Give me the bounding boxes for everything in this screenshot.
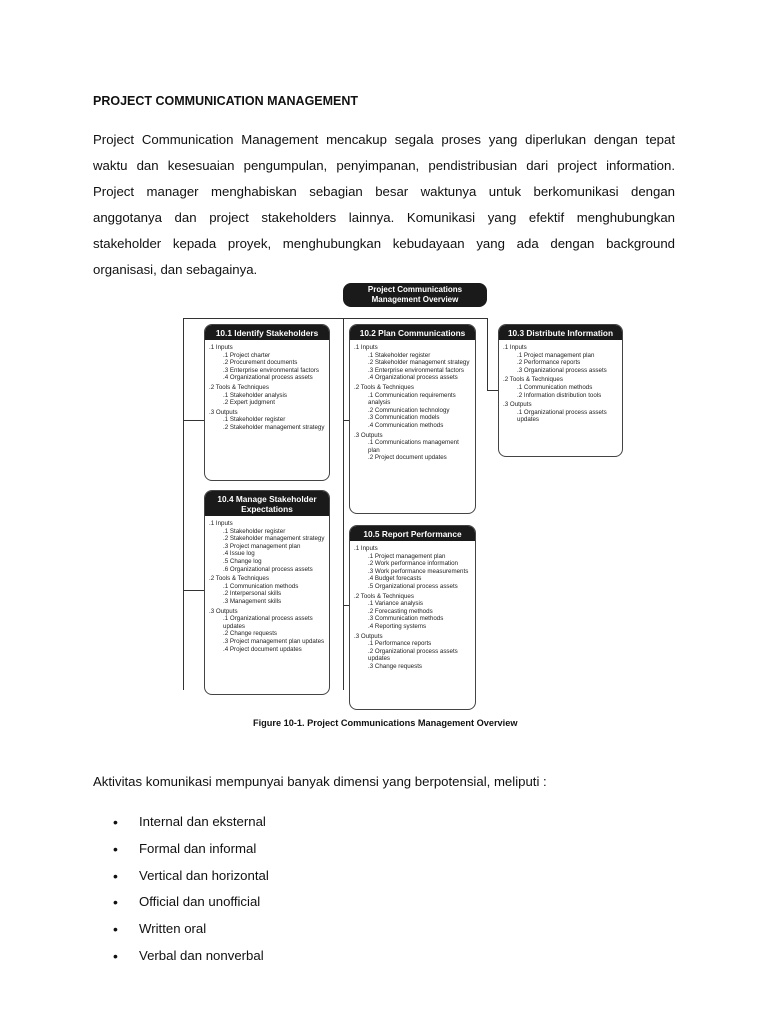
section-item: .3 Organizational process assets bbox=[517, 366, 607, 374]
section-heading: .1 Inputs bbox=[209, 344, 233, 351]
list-item bbox=[113, 866, 269, 893]
section-item: .4 Organizational process assets bbox=[368, 374, 458, 382]
process-box-report-performance bbox=[349, 525, 476, 710]
section-item: .1 Organizational process assets updates bbox=[223, 615, 313, 630]
process-section bbox=[354, 432, 471, 462]
process-box-title: 10.2 Plan Communications bbox=[350, 325, 475, 340]
section-item: .1 Communication methods bbox=[517, 383, 593, 391]
section-item: .3 Project management plan bbox=[223, 542, 301, 550]
section-heading: .2 Tools & Techniques bbox=[503, 376, 563, 384]
section-item: .1 Stakeholder register bbox=[368, 351, 431, 359]
section-heading: .2 Tools & Techniques bbox=[209, 383, 269, 391]
connector-line bbox=[183, 318, 184, 690]
section-item: .2 Information distribution tools bbox=[517, 391, 602, 399]
list-item-text: Verbal dan nonverbal bbox=[139, 947, 264, 963]
section-item: .2 Stakeholder management strategy bbox=[368, 359, 470, 367]
list-item bbox=[113, 839, 269, 866]
process-section bbox=[209, 409, 325, 432]
section-item: .3 Communication models bbox=[368, 414, 440, 422]
section-item: .2 Stakeholder management strategy bbox=[223, 535, 325, 543]
section-item: .2 Work performance information bbox=[368, 560, 458, 568]
section-item: .2 Project document updates bbox=[368, 454, 447, 462]
process-box-identify-stakeholders bbox=[204, 324, 330, 481]
overview-title-box: Project Communications Management Overview bbox=[343, 283, 487, 307]
section-heading: .1 Inputs bbox=[354, 344, 378, 351]
section-item: .3 Project management plan updates bbox=[223, 637, 325, 645]
section-item: .2 Interpersonal skills bbox=[223, 590, 282, 598]
bullet-icon: • bbox=[113, 947, 118, 964]
process-section bbox=[503, 376, 618, 399]
section-item: .6 Organizational process assets bbox=[223, 565, 313, 573]
section-item: .2 Change requests bbox=[223, 630, 278, 638]
section-item: .2 Communication technology bbox=[368, 406, 450, 414]
process-section bbox=[209, 608, 325, 654]
section-item: .3 Work performance measurements bbox=[368, 567, 469, 575]
process-box-manage-stakeholder-expectations bbox=[204, 490, 330, 695]
list-item bbox=[113, 919, 269, 946]
list-item bbox=[113, 946, 269, 973]
section-item: .1 Performance reports bbox=[368, 640, 432, 648]
process-section bbox=[503, 401, 618, 424]
process-section bbox=[209, 384, 325, 407]
section-item: .2 Stakeholder management strategy bbox=[223, 423, 325, 431]
process-box-body bbox=[205, 340, 329, 436]
section-item: .4 Organizational process assets bbox=[223, 374, 313, 382]
process-section bbox=[209, 344, 325, 382]
process-section bbox=[354, 344, 471, 382]
section-item: .4 Communication methods bbox=[368, 421, 444, 429]
section-heading: .1 Inputs bbox=[354, 545, 378, 552]
process-section bbox=[354, 633, 471, 671]
section-heading: .3 Outputs bbox=[209, 408, 238, 416]
intro-paragraph: Project Communication Management mencakup segala proses yang diperlukan dengan tepat waktu dan kesesuaian pengumpulan, penyimpanan, pendistribusian dari project information. Project manager menghabiskan sebagian besar waktunya untuk berkomunikasi dengan anggotanya dan project stakeholders lainnya. Komunikasi yang efektif menghubungkan stakeholder kepada proyek, menghubungkan kebudayaan yang ada dengan background organisasi, dan sebagainya. bbox=[93, 132, 675, 277]
connector-line bbox=[487, 390, 498, 391]
section-item: .2 Procurement documents bbox=[223, 359, 298, 367]
section-item: .2 Forecasting methods bbox=[368, 607, 433, 615]
section-item: .4 Reporting systems bbox=[368, 622, 427, 630]
section-item: .2 Expert judgment bbox=[223, 399, 275, 407]
section-heading: .3 Outputs bbox=[209, 607, 238, 615]
section-item: .3 Communication methods bbox=[368, 615, 444, 623]
section-item: .1 Communications management plan bbox=[368, 439, 459, 454]
section-heading: .3 Outputs bbox=[354, 632, 383, 640]
process-box-distribute-information bbox=[498, 324, 623, 457]
section-item: .1 Communication requirements analysis bbox=[368, 391, 456, 407]
process-box-body bbox=[205, 516, 329, 657]
list-item bbox=[113, 812, 269, 839]
process-box-title: 10.1 Identify Stakeholders bbox=[205, 325, 329, 340]
list-item-text: Official dan unofficial bbox=[139, 894, 261, 910]
process-section bbox=[354, 384, 471, 430]
process-box-title: 10.4 Manage Stakeholder Expectations bbox=[205, 491, 329, 516]
connector-line bbox=[487, 318, 488, 390]
section-item: .4 Project document updates bbox=[223, 645, 302, 653]
section-item: .4 Issue log bbox=[223, 550, 255, 558]
section-item: .1 Stakeholder register bbox=[223, 416, 286, 424]
bullet-icon: • bbox=[113, 867, 118, 884]
section-heading: .2 Tools & Techniques bbox=[354, 592, 414, 600]
section-heading: .1 Inputs bbox=[209, 520, 233, 527]
section-heading: .3 Outputs bbox=[354, 431, 383, 439]
list-item-text: Vertical dan horizontal bbox=[139, 867, 269, 883]
figure-caption: Figure 10-1. Project Communications Management Overview bbox=[253, 718, 518, 728]
process-box-plan-communications bbox=[349, 324, 476, 514]
section-item: .1 Project charter bbox=[223, 351, 271, 359]
process-box-body bbox=[499, 340, 622, 428]
process-section bbox=[503, 344, 618, 374]
section-item: .3 Change requests bbox=[368, 662, 423, 670]
section-item: .1 Stakeholder register bbox=[223, 527, 286, 535]
activities-intro: Aktivitas komunikasi mempunyai banyak dimensi yang berpotensial, meliputi : bbox=[93, 774, 547, 789]
section-heading: .2 Tools & Techniques bbox=[354, 383, 414, 391]
section-heading: .3 Outputs bbox=[503, 401, 532, 409]
section-item: .3 Enterprise environmental factors bbox=[368, 366, 464, 374]
process-box-body bbox=[350, 541, 475, 675]
connector-line bbox=[183, 590, 204, 591]
bullet-icon: • bbox=[113, 840, 118, 857]
list-item-text: Written oral bbox=[139, 921, 207, 937]
process-section bbox=[354, 593, 471, 631]
section-item: .1 Communication methods bbox=[223, 582, 299, 590]
process-section bbox=[209, 575, 325, 605]
section-item: .5 Change log bbox=[223, 557, 262, 565]
section-item: .1 Project management plan bbox=[368, 552, 446, 560]
connector-line bbox=[183, 318, 487, 319]
section-item: .1 Stakeholder analysis bbox=[223, 391, 287, 399]
list-item-text: Formal dan informal bbox=[139, 840, 257, 856]
section-item: .1 Organizational process assets updates bbox=[517, 408, 607, 424]
connector-line bbox=[343, 318, 344, 690]
process-box-title: 10.5 Report Performance bbox=[350, 526, 475, 541]
section-item: .4 Budget forecasts bbox=[368, 575, 422, 583]
bullet-icon: • bbox=[113, 814, 118, 830]
section-item: .1 Project management plan bbox=[517, 351, 595, 359]
process-box-title: 10.3 Distribute Information bbox=[499, 325, 622, 340]
page-heading: PROJECT COMMUNICATION MANAGEMENT bbox=[93, 94, 359, 108]
section-item: .3 Enterprise environmental factors bbox=[223, 366, 319, 374]
process-section bbox=[354, 545, 471, 591]
section-item: .3 Management skills bbox=[223, 597, 282, 605]
list-item-text: Internal dan eksternal bbox=[139, 814, 266, 829]
process-section bbox=[209, 520, 325, 573]
section-item: .1 Variance analysis bbox=[368, 600, 423, 608]
section-item: .2 Performance reports bbox=[517, 359, 581, 367]
section-item: .5 Organizational process assets bbox=[368, 582, 458, 590]
section-item: .2 Organizational process assets updates bbox=[368, 647, 458, 663]
section-heading: .1 Inputs bbox=[503, 344, 527, 351]
bullet-icon: • bbox=[113, 921, 118, 938]
activity-dimension-list bbox=[113, 812, 269, 973]
list-item bbox=[113, 892, 269, 919]
bullet-icon: • bbox=[113, 894, 118, 911]
process-box-body bbox=[350, 340, 475, 466]
connector-line bbox=[183, 420, 204, 421]
section-heading: .2 Tools & Techniques bbox=[209, 575, 269, 583]
